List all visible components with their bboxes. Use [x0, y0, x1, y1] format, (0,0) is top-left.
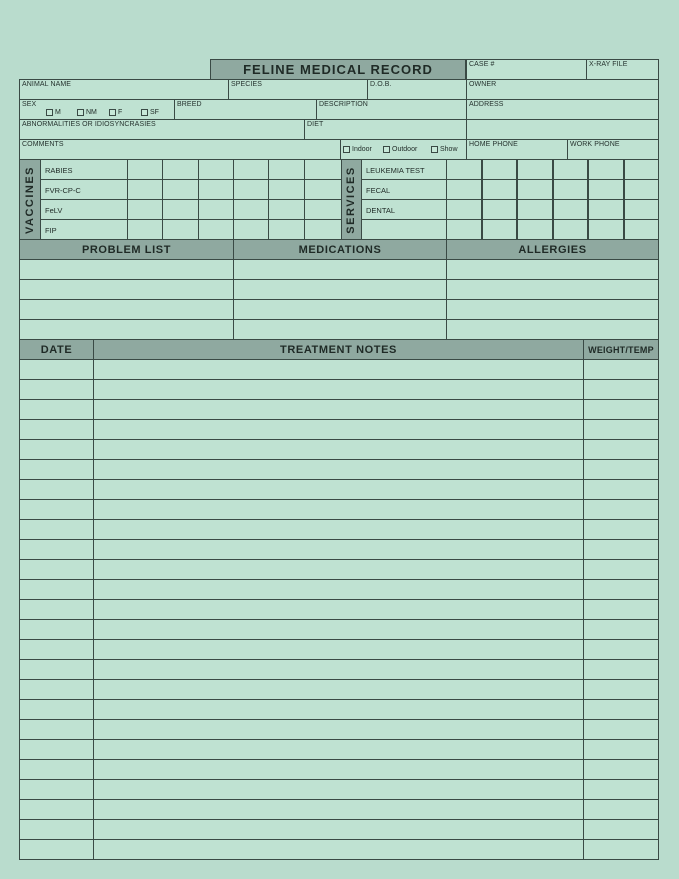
vaccine-date-cell[interactable] — [162, 219, 199, 240]
vaccine-date-cell[interactable] — [198, 179, 234, 200]
service-date-cell[interactable] — [482, 219, 517, 240]
vaccine-date-cell[interactable] — [127, 179, 163, 200]
problem-list-title: PROBLEM LIST — [81, 243, 172, 256]
treatment-notes-header — [93, 339, 584, 360]
show-checkbox[interactable] — [431, 146, 458, 153]
service-date-cell[interactable] — [624, 179, 659, 200]
date-cell[interactable] — [19, 719, 94, 740]
weight-temp-cell[interactable] — [583, 359, 659, 380]
weight-temp-cell[interactable] — [583, 559, 659, 580]
service-date-cell[interactable] — [624, 159, 659, 180]
sex-nm-label: NM — [86, 109, 97, 116]
vaccine-date-cell[interactable] — [233, 159, 269, 180]
treatment-notes-cell[interactable] — [93, 539, 584, 560]
date-cell[interactable] — [19, 499, 94, 520]
checkbox-icon — [77, 109, 84, 116]
weight-temp-cell[interactable] — [583, 379, 659, 400]
date-cell[interactable] — [19, 579, 94, 600]
service-date-cell[interactable] — [446, 199, 482, 220]
treatment-notes-cell[interactable] — [93, 739, 584, 760]
sex-m-label: M — [55, 109, 61, 116]
treatment-notes-cell[interactable] — [93, 799, 584, 820]
service-name: FECAL — [366, 186, 391, 195]
service-date-cell[interactable] — [482, 179, 517, 200]
vaccine-row-4 — [40, 219, 128, 240]
treatment-notes-title: TREATMENT NOTES — [280, 343, 397, 356]
allergies-header — [446, 239, 659, 260]
date-cell[interactable] — [19, 679, 94, 700]
checkbox-icon — [383, 146, 390, 153]
treatment-notes-cell[interactable] — [93, 419, 584, 440]
weight-temp-cell[interactable] — [583, 599, 659, 620]
weight-temp-cell[interactable] — [583, 719, 659, 740]
comments-field[interactable] — [19, 139, 341, 160]
date-header — [19, 339, 94, 360]
medications-row[interactable] — [233, 279, 447, 300]
vaccine-date-cell[interactable] — [304, 199, 342, 220]
date-cell[interactable] — [19, 379, 94, 400]
sex-nm-checkbox[interactable] — [77, 109, 97, 116]
service-row-1 — [361, 159, 447, 180]
weight-temp-cell[interactable] — [583, 639, 659, 660]
service-date-cell[interactable] — [588, 219, 624, 240]
sex-m-checkbox[interactable] — [46, 109, 61, 116]
service-date-cell[interactable] — [517, 179, 553, 200]
work-phone-label: WORK PHONE — [570, 141, 620, 148]
sex-f-checkbox[interactable] — [109, 109, 122, 116]
allergies-row[interactable] — [446, 319, 659, 340]
service-date-cell[interactable] — [446, 159, 482, 180]
treatment-notes-cell[interactable] — [93, 779, 584, 800]
description-label: DESCRIPTION — [319, 101, 368, 108]
vaccine-date-cell[interactable] — [198, 219, 234, 240]
treatment-notes-cell[interactable] — [93, 359, 584, 380]
diet-label: DIET — [307, 121, 324, 128]
vaccine-name: FIP — [45, 226, 57, 235]
species-label: SPECIES — [231, 81, 263, 88]
service-date-cell[interactable] — [482, 199, 517, 220]
service-row-4 — [361, 219, 447, 240]
weight-temp-cell[interactable] — [583, 799, 659, 820]
treatment-notes-cell[interactable] — [93, 519, 584, 540]
service-name: LEUKEMIA TEST — [366, 166, 425, 175]
checkbox-icon — [343, 146, 350, 153]
vaccine-date-cell[interactable] — [162, 159, 199, 180]
vaccine-date-cell[interactable] — [268, 159, 305, 180]
service-date-cell[interactable] — [588, 159, 624, 180]
date-cell[interactable] — [19, 419, 94, 440]
service-date-cell[interactable] — [517, 219, 553, 240]
date-cell[interactable] — [19, 759, 94, 780]
date-cell[interactable] — [19, 619, 94, 640]
weight-temp-title: WEIGHT/TEMP — [588, 344, 654, 355]
vaccine-date-cell[interactable] — [127, 219, 163, 240]
vaccine-date-cell[interactable] — [268, 199, 305, 220]
xray-file-field[interactable] — [586, 59, 659, 80]
weight-temp-cell[interactable] — [583, 839, 659, 860]
vaccine-date-cell[interactable] — [304, 179, 342, 200]
vaccines-heading — [19, 159, 41, 240]
vaccine-date-cell[interactable] — [162, 199, 199, 220]
sex-f-label: F — [118, 109, 123, 116]
indoor-label: Indoor — [352, 146, 372, 153]
show-label: Show — [440, 146, 458, 153]
date-title: DATE — [40, 343, 73, 356]
vaccine-row-3 — [40, 199, 128, 220]
checkbox-icon — [46, 109, 53, 116]
home-phone-field[interactable] — [466, 139, 568, 160]
date-cell[interactable] — [19, 599, 94, 620]
vaccine-name: FeLV — [45, 206, 63, 215]
date-cell[interactable] — [19, 819, 94, 840]
date-cell[interactable] — [19, 839, 94, 860]
species-field[interactable] — [228, 79, 368, 100]
service-row-3 — [361, 199, 447, 220]
checkbox-icon — [109, 109, 116, 116]
service-row-2 — [361, 179, 447, 200]
service-date-cell[interactable] — [517, 159, 553, 180]
vaccine-date-cell[interactable] — [233, 219, 269, 240]
services-heading — [340, 159, 362, 240]
xray-file-label: X-RAY FILE — [589, 61, 628, 68]
diet-field[interactable] — [304, 119, 467, 140]
outdoor-label: Outdoor — [392, 146, 418, 153]
treatment-notes-cell[interactable] — [93, 379, 584, 400]
weight-temp-cell[interactable] — [583, 579, 659, 600]
service-name: DENTAL — [366, 206, 396, 215]
date-cell[interactable] — [19, 399, 94, 420]
treatment-notes-cell[interactable] — [93, 619, 584, 640]
owner-field[interactable] — [466, 79, 659, 100]
vaccine-name: RABIES — [45, 166, 73, 175]
form-title — [210, 59, 466, 80]
form-title-text: FELINE MEDICAL RECORD — [243, 62, 433, 77]
sex-label: SEX — [22, 101, 37, 108]
allergies-row[interactable] — [446, 279, 659, 300]
services-heading-text: SERVICES — [345, 165, 357, 234]
treatment-notes-cell[interactable] — [93, 659, 584, 680]
service-date-cell[interactable] — [517, 199, 553, 220]
vaccine-row-1 — [40, 159, 128, 180]
weight-temp-cell[interactable] — [583, 479, 659, 500]
weight-temp-cell[interactable] — [583, 779, 659, 800]
problem-list-row[interactable] — [19, 299, 234, 320]
address-divider — [466, 119, 659, 120]
date-cell[interactable] — [19, 639, 94, 660]
service-date-cell[interactable] — [553, 199, 588, 220]
problem-list-row[interactable] — [19, 259, 234, 280]
vaccine-date-cell[interactable] — [233, 179, 269, 200]
medications-header — [233, 239, 447, 260]
vaccine-date-cell[interactable] — [268, 179, 305, 200]
weight-temp-cell[interactable] — [583, 699, 659, 720]
weight-temp-cell[interactable] — [583, 759, 659, 780]
date-cell[interactable] — [19, 439, 94, 460]
vaccine-date-cell[interactable] — [304, 219, 342, 240]
problem-list-row[interactable] — [19, 319, 234, 340]
medications-row[interactable] — [233, 259, 447, 280]
sex-sf-checkbox[interactable] — [141, 109, 159, 116]
weight-temp-cell[interactable] — [583, 499, 659, 520]
weight-temp-cell[interactable] — [583, 419, 659, 440]
weight-temp-cell[interactable] — [583, 659, 659, 680]
weight-temp-cell[interactable] — [583, 619, 659, 640]
treatment-notes-cell[interactable] — [93, 759, 584, 780]
vaccine-date-cell[interactable] — [127, 159, 163, 180]
treatment-notes-cell[interactable] — [93, 459, 584, 480]
allergies-title: ALLERGIES — [518, 243, 587, 256]
weight-temp-cell[interactable] — [583, 739, 659, 760]
address-label: ADDRESS — [469, 101, 504, 108]
service-date-cell[interactable] — [446, 219, 482, 240]
service-date-cell[interactable] — [553, 219, 588, 240]
treatment-notes-cell[interactable] — [93, 479, 584, 500]
housing-field[interactable] — [340, 139, 467, 160]
date-cell[interactable] — [19, 559, 94, 580]
service-date-cell[interactable] — [446, 179, 482, 200]
vaccine-date-cell[interactable] — [198, 159, 234, 180]
abnormalities-field[interactable] — [19, 119, 305, 140]
date-cell[interactable] — [19, 799, 94, 820]
animal-name-label: ANIMAL NAME — [22, 81, 72, 88]
treatment-notes-cell[interactable] — [93, 599, 584, 620]
animal-name-field[interactable] — [19, 79, 229, 100]
case-number-label: CASE # — [469, 61, 495, 68]
vaccine-name: FVR-CP-C — [45, 186, 81, 195]
allergies-row[interactable] — [446, 299, 659, 320]
medications-row[interactable] — [233, 319, 447, 340]
allergies-row[interactable] — [446, 259, 659, 280]
weight-temp-header — [583, 339, 659, 360]
vaccine-date-cell[interactable] — [304, 159, 342, 180]
comments-label: COMMENTS — [22, 141, 64, 148]
vaccine-row-2 — [40, 179, 128, 200]
checkbox-icon — [431, 146, 438, 153]
work-phone-field[interactable] — [567, 139, 659, 160]
weight-temp-cell[interactable] — [583, 819, 659, 840]
treatment-notes-cell[interactable] — [93, 719, 584, 740]
outdoor-checkbox[interactable] — [383, 146, 417, 153]
medications-title: MEDICATIONS — [298, 243, 382, 256]
service-date-cell[interactable] — [553, 179, 588, 200]
vaccine-date-cell[interactable] — [233, 199, 269, 220]
date-cell[interactable] — [19, 739, 94, 760]
medications-row[interactable] — [233, 299, 447, 320]
problem-list-header — [19, 239, 234, 260]
weight-temp-cell[interactable] — [583, 519, 659, 540]
treatment-notes-cell[interactable] — [93, 399, 584, 420]
service-date-cell[interactable] — [588, 199, 624, 220]
treatment-notes-cell[interactable] — [93, 819, 584, 840]
treatment-notes-cell[interactable] — [93, 639, 584, 660]
abnormalities-label: ABNORMALITIES OR IDIOSYNCRASIES — [22, 121, 156, 128]
sex-sf-label: SF — [150, 109, 159, 116]
service-date-cell[interactable] — [553, 159, 588, 180]
service-date-cell[interactable] — [624, 199, 659, 220]
indoor-checkbox[interactable] — [343, 146, 372, 153]
owner-label: OWNER — [469, 81, 497, 88]
service-date-cell[interactable] — [482, 159, 517, 180]
treatment-notes-cell[interactable] — [93, 439, 584, 460]
weight-temp-cell[interactable] — [583, 679, 659, 700]
case-number-field[interactable] — [466, 59, 587, 80]
treatment-notes-cell[interactable] — [93, 839, 584, 860]
description-field[interactable] — [316, 99, 467, 120]
treatment-notes-cell[interactable] — [93, 579, 584, 600]
problem-list-row[interactable] — [19, 279, 234, 300]
date-cell[interactable] — [19, 359, 94, 380]
service-date-cell[interactable] — [624, 219, 659, 240]
weight-temp-cell[interactable] — [583, 439, 659, 460]
vaccine-date-cell[interactable] — [198, 199, 234, 220]
date-cell[interactable] — [19, 459, 94, 480]
weight-temp-cell[interactable] — [583, 399, 659, 420]
breed-label: BREED — [177, 101, 202, 108]
home-phone-label: HOME PHONE — [469, 141, 518, 148]
date-cell[interactable] — [19, 479, 94, 500]
date-cell[interactable] — [19, 779, 94, 800]
treatment-notes-cell[interactable] — [93, 559, 584, 580]
service-date-cell[interactable] — [588, 179, 624, 200]
weight-temp-cell[interactable] — [583, 459, 659, 480]
checkbox-icon — [141, 109, 148, 116]
date-cell[interactable] — [19, 699, 94, 720]
date-cell[interactable] — [19, 539, 94, 560]
dob-field[interactable] — [367, 79, 467, 100]
vaccines-heading-text: VACCINES — [24, 165, 36, 234]
date-cell[interactable] — [19, 519, 94, 540]
treatment-notes-cell[interactable] — [93, 679, 584, 700]
date-cell[interactable] — [19, 659, 94, 680]
treatment-notes-cell[interactable] — [93, 499, 584, 520]
weight-temp-cell[interactable] — [583, 539, 659, 560]
vaccine-date-cell[interactable] — [162, 179, 199, 200]
sex-field[interactable] — [19, 99, 175, 120]
dob-label: D.O.B. — [370, 81, 392, 88]
vaccine-date-cell[interactable] — [127, 199, 163, 220]
vaccine-date-cell[interactable] — [268, 219, 305, 240]
breed-field[interactable] — [174, 99, 317, 120]
treatment-notes-cell[interactable] — [93, 699, 584, 720]
